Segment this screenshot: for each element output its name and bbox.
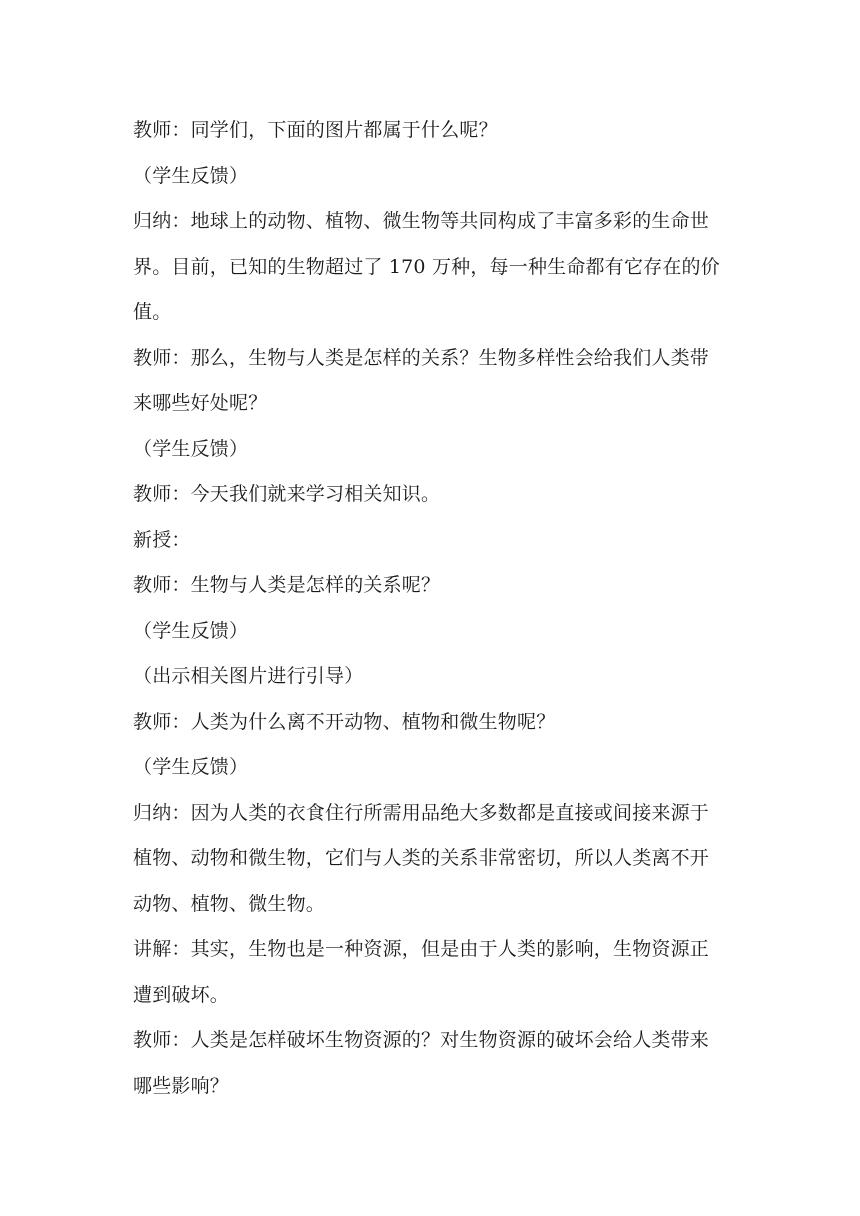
text-line: 教师：同学们，下面的图片都属于什么呢？ bbox=[133, 119, 498, 141]
text-line: 动物、植物、微生物。 bbox=[133, 892, 326, 915]
text-line: 教师：今天我们就来学习相关知识。 bbox=[133, 483, 441, 505]
text-line: （学生反馈） bbox=[133, 164, 249, 187]
text-line: 植物、动物和微生物，它们与人类的关系非常密切，所以人类离不开 bbox=[133, 847, 710, 869]
text-line: （学生反馈） bbox=[133, 437, 249, 460]
text-line: 归纳：地球上的动物、植物、微生物等共同构成了丰富多彩的生命世 bbox=[133, 210, 710, 232]
text-line: 哪些影响？ bbox=[133, 1074, 230, 1097]
text-line: 遭到破坏。 bbox=[133, 983, 230, 1006]
text-line: 来哪些好处呢？ bbox=[133, 392, 268, 414]
document-body bbox=[133, 108, 735, 1109]
text-line: 教师：人类是怎样破坏生物资源的？对生物资源的破坏会给人类带来 bbox=[133, 1029, 710, 1051]
text-line: 界。目前，已知的生物超过了 170 万种，每一种生命都有它存在的价 bbox=[133, 255, 720, 278]
text-line: 归纳：因为人类的衣食住行所需用品绝大多数都是直接或间接来源于 bbox=[133, 801, 710, 824]
text-line: 教师：那么，生物与人类是怎样的关系？生物多样性会给我们人类带 bbox=[133, 346, 710, 369]
text-line: 教师：生物与人类是怎样的关系呢？ bbox=[133, 574, 441, 596]
text-line: 讲解：其实，生物也是一种资源，但是由于人类的影响，生物资源正 bbox=[133, 938, 710, 960]
text-line: （出示相关图片进行引导） bbox=[133, 665, 364, 687]
text-line: 教师：人类为什么离不开动物、植物和微生物呢？ bbox=[133, 710, 556, 733]
text-line: （学生反馈） bbox=[133, 619, 249, 642]
text-line: 新授： bbox=[133, 528, 191, 551]
text-line: 值。 bbox=[133, 301, 172, 323]
text-line: （学生反馈） bbox=[133, 756, 249, 778]
